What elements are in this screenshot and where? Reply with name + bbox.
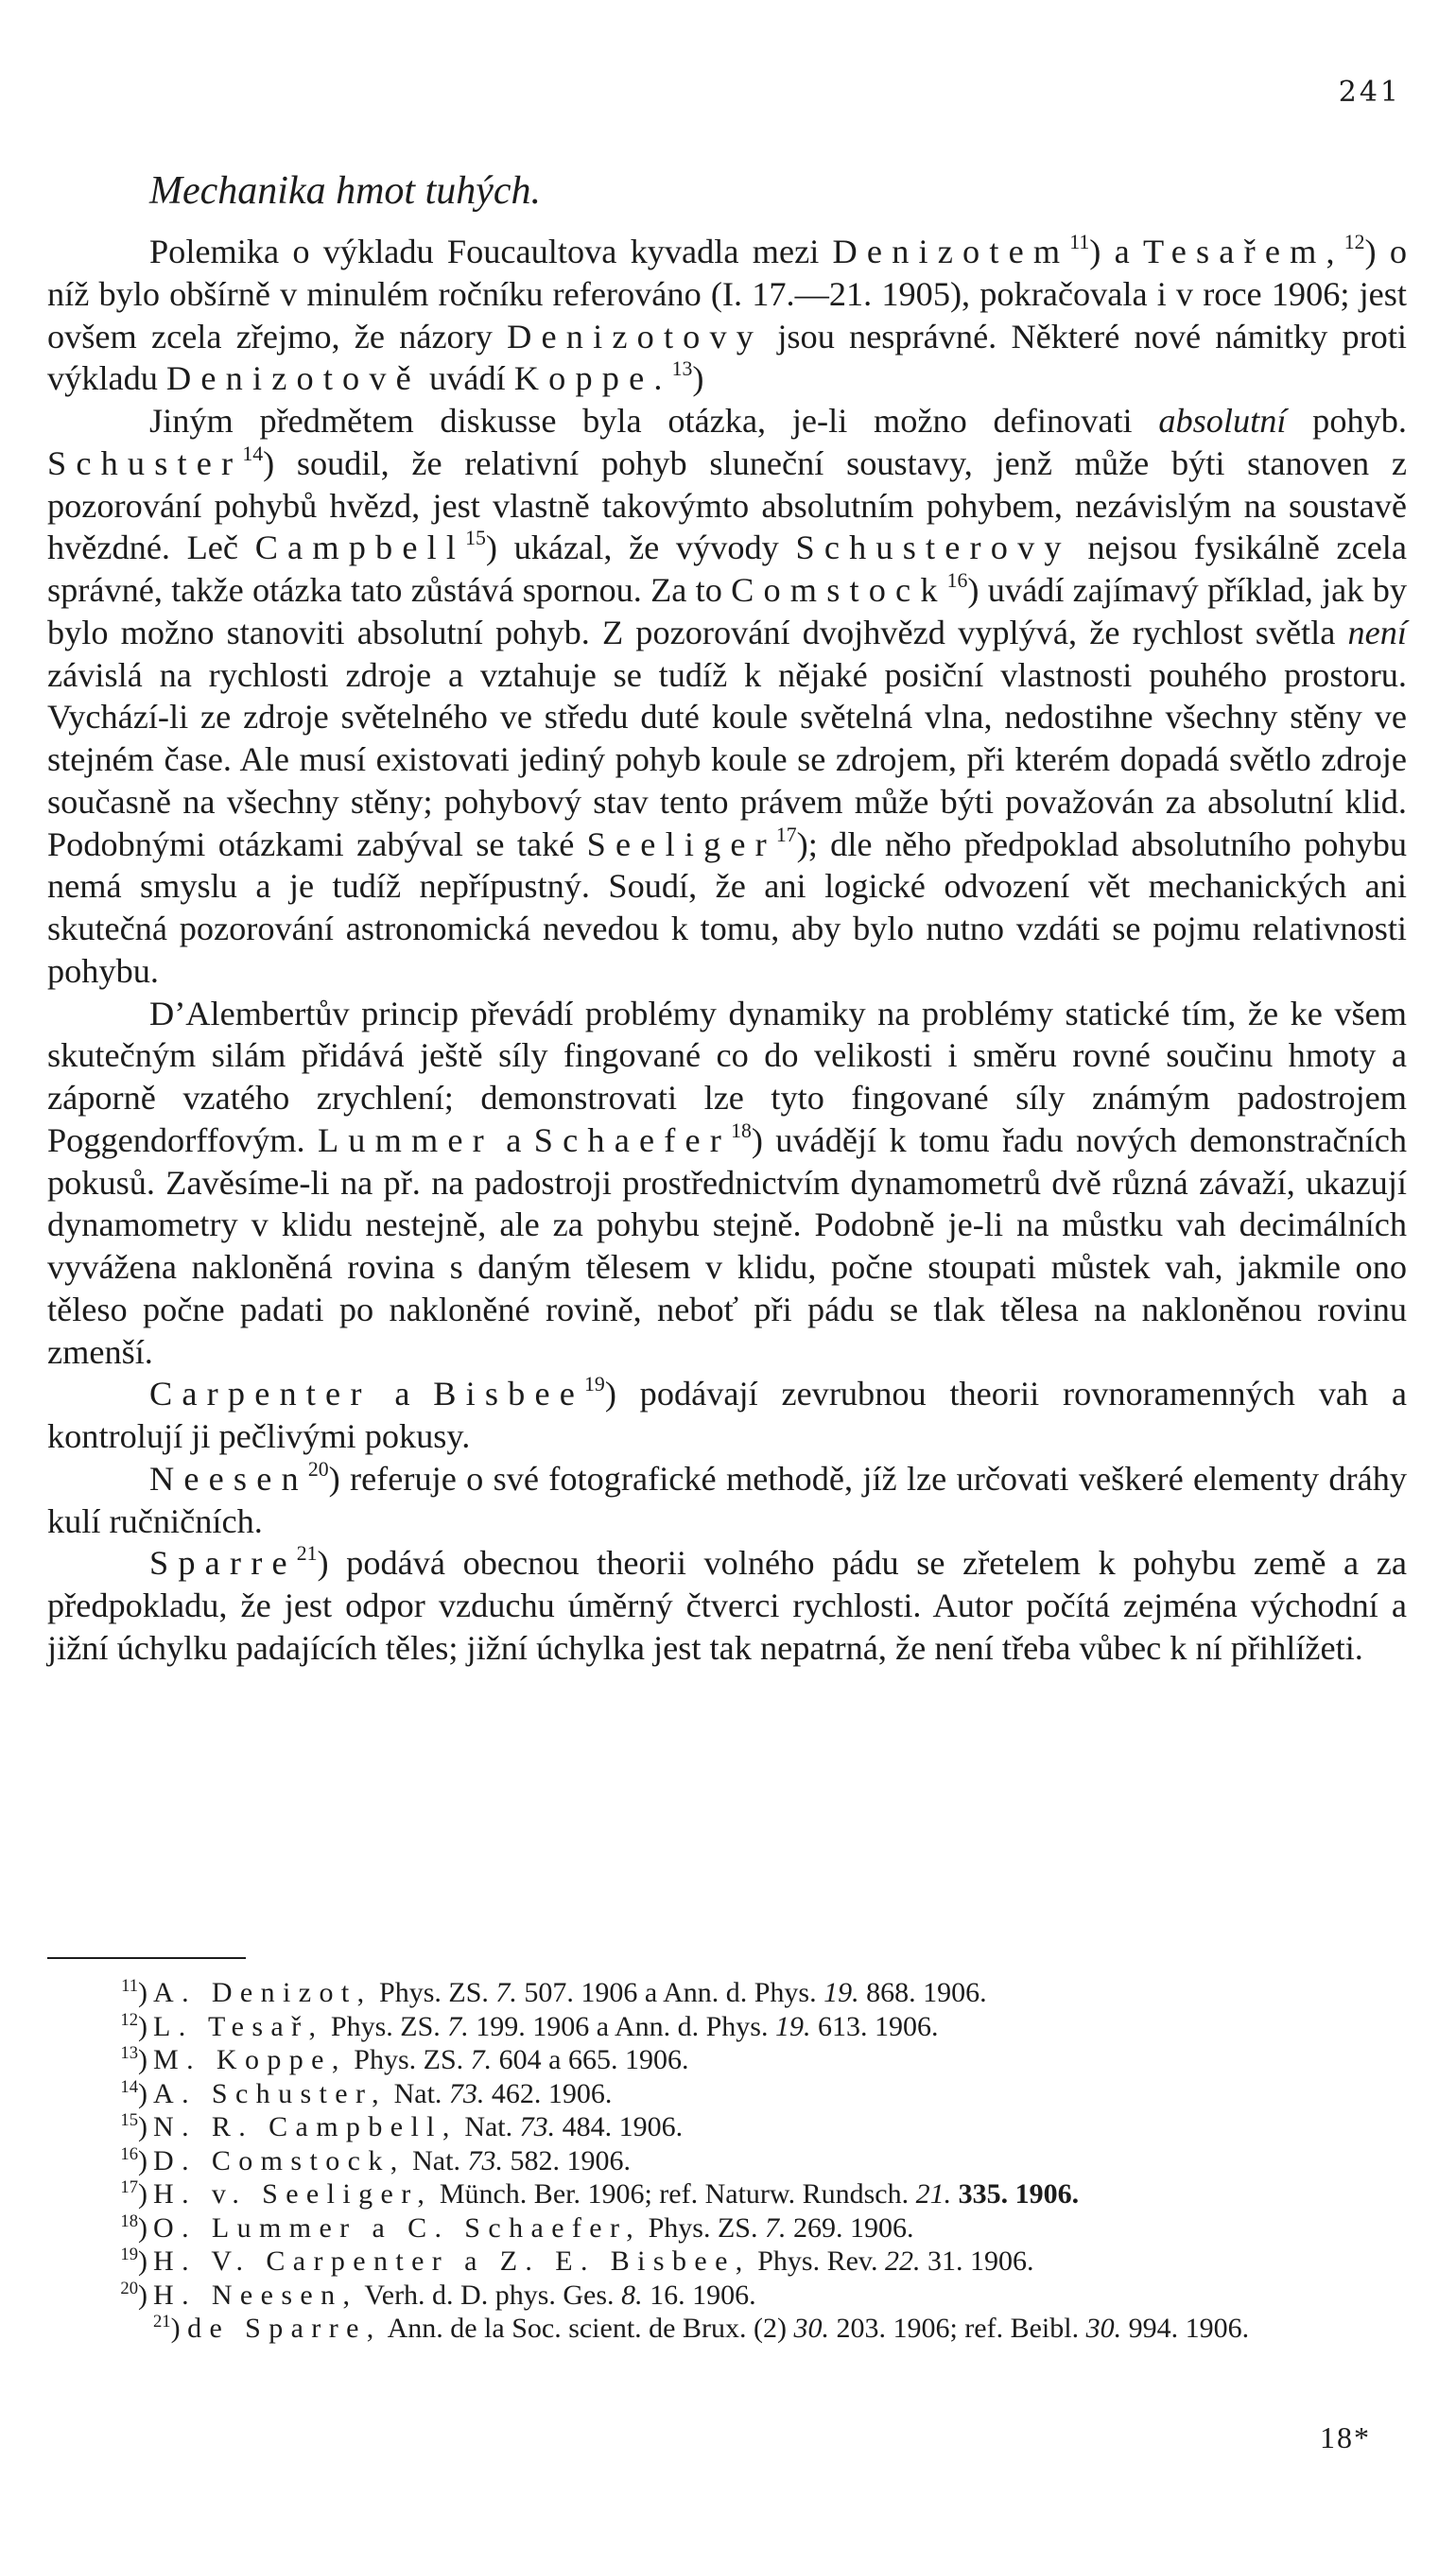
author-name: Denizotem [832,233,1070,270]
footnote-ref: 17 [775,823,797,846]
footnote-marker: $^{13}$) [120,2042,147,2075]
footnote: $^{18}$) O. Lummer a C. Schaefer, Phys. ZS. 7. 269. 1906. [120,2211,914,2244]
author-name: Carpenter [149,1375,372,1413]
footnote-marker: $^{16}$) [120,2143,147,2176]
footnote-ref: 18 [731,1118,752,1142]
footnotes-list [47,1976,1413,2346]
footnote: $^{20}$) H. Neesen, Verh. d. D. phys. Ges. 8. 16. 1906. [120,2278,756,2311]
footnote-ref: 21 [296,1542,318,1566]
footnote-separator [47,1957,246,1959]
author-name: Schusterovy [795,529,1071,567]
paragraph-foucault-pendulum: Polemika o výkladu Foucaultova kyvadla mezi Denizotem$^{11}$) a Tesařem,$^{12}$) o níž bylo obšírně v minulém ročníku referováno (I. 17.—21. 1905), pokračovala i v roce 1906; jest ovšem zcela zřejmo, že názory Denizotovy jsou nesprávné. Některé nové námitky proti výkladu Denizotově uvádí Koppe.$^{13}$) [47,230,1408,398]
author-name: Lummer [317,1120,494,1159]
footnote: $^{11}$) A. Denizot, Phys. ZS. 7. 507. 1906 a Ann. d. Phys. 19. 868. 1906. [121,1975,987,2008]
footnote-ref: 16 [946,568,968,592]
footnote: $^{21}$) de Sparre, Ann. de la Soc. scient. de Brux. (2) 30. 203. 1906; ref. Beibl. 30. 994. 1906. [153,2311,1250,2344]
footnote: $^{12}$) L. Tesař, Phys. ZS. 7. 199. 1906 a Ann. d. Phys. 19. 613. 1906. [120,2009,939,2042]
paragraph-balance-theory: Carpenter a Bisbee$^{19}$) podávají zevrubnou theorii rovnoramenných vah a kontrolují ji pečlivými pokusy. [47,1373,1407,1455]
author-name: Koppe. [513,359,672,398]
section-title: Mechanika hmot tuhých. [149,169,542,213]
footnote-ref: 15 [465,527,486,550]
footnote-marker: $^{15}$) [120,2109,147,2142]
footnote: $^{17}$) H. v. Seeliger, Münch. Ber. 1906; ref. Naturw. Rundsch. 21. 335. 1906. [120,2176,1080,2210]
paragraph-absolute-motion: Jiným předmětem diskusse byla otázka, je-li možno definovati absolutní pohyb. Schuster$^{14}$) soudil, že relativní pohyb sluneční soustavy, jenž může býti stanoven z pozorování pohybů hvězd, jest vlastně takovýmto absolutním pohybem, nezávislým na soustavě hvězdné. Leč Campbell$^{15}$) ukázal, že vývody Schusterovy nejsou fysikálně zcela správné, takže otázka tato zůstává spornou. Za to Comstock$^{16}$) uvádí zajímavý příklad, jak by bylo možno stanoviti absolutní pohyb. Z pozorování dvojhvězd vyplývá, že rychlost světla není závislá na rychlosti zdroje a vztahuje se tudíž k nějaké posiční vlastnosti pouhého prostoru. Vychází-li ze zdroje světelného ve středu duté koule světelná vlna, nedostihne všechny stěny ve stejném čase. Ale musí existovati jediný pohyb koule se zdrojem, při kterém dopadá světlo zdroje současně na všechny stěny; pohybový stav tento právem může býti považován za absolutní klid. Podobnými otázkami zabýval se také Seeliger$^{17}$); dle něho předpoklad absolutního pohybu nemá smyslu a je tudíž nepřípustný. Soudí, že ani logické odvození vět mechanických ani skutečná pozorování astronomická nevedou k tomu, aby bylo nutno vzdáti se pojmu relativnosti pohybu. [47,402,1408,990]
author-name: Comstock [731,571,947,609]
paragraph-free-fall: Sparre$^{21}$) podává obecnou theorii volného pádu se zřetelem k pohybu země a za předpokladu, že jest odpor vzduchu úměrný čtverci rychlosti. Autor počítá zejména východní a jižní úchylku padajících těles; jižní úchylka jest tak nepatrná, že není třeba vůbec k ní přihlížeti. [47,1542,1407,1667]
footnote: $^{14}$) A. Schuster, Nat. 73. 462. 1906. [120,2076,613,2109]
citation-author: O. Lummer a C. Schaefer, [153,2211,642,2244]
author-name: Seeliger [586,824,776,863]
footnote-marker: $^{14}$) [120,2076,147,2109]
author-name: Bisbee [433,1375,585,1413]
author-name: Sparre [149,1544,297,1583]
footnote-ref: 19 [584,1373,605,1396]
footnote-ref: 12 [1343,230,1365,253]
footnote: $^{15}$) N. R. Campbell, Nat. 73. 484. 1906. [120,2109,684,2142]
footnote: $^{13}$) M. Koppe, Phys. ZS. 7. 604 a 665. 1906. [120,2042,689,2075]
citation-author: N. R. Campbell, [153,2111,458,2142]
citation-author: L. Tesař, [153,2010,324,2042]
footnote: $^{19}$) H. V. Carpenter a Z. E. Bisbee, Phys. Rev. 22. 31. 1906. [120,2244,1034,2277]
paragraph-photographic-method: Neesen$^{20}$) referuje o své fotografické methodě, jíž lze určovati veškeré elementy dráhy kulí ručničních. [47,1457,1407,1540]
page-number: 241 [1338,76,1401,109]
footnote-ref: 13 [671,357,693,381]
citation-author: A. Denizot, [153,1977,373,2008]
author-name: Neesen [149,1459,308,1498]
paragraph-dalembert: D’Alembertův princip převádí problémy dynamiky na problémy statické tím, že ke všem skutečným silám přidává ještě síly fingované co do velikosti i směru rovné součinu hmoty a záporně vzatého zrychlení; demonstrovati lze tyto fingované síly známým padostrojem Poggendorffovým. Lummer a Schaefer$^{18}$) uvádějí k tomu řadu nových demonstračních pokusů. Zavěsíme-li na př. na padostroji prostřednictvím dynamometrů dvě různá závaží, ukazují dynamometry v klidu nestejně, ale za pohybu stejně. Podobně je-li na můstku vah decimálních vyvážena nakloněná rovina s daným tělesem v klidu, počne stoupati můstek vah, jakmile ono těleso počne padati po nakloněné rovině, neboť při pádu se tlak tělesa na nakloněnou rovinu zmenší. [47,994,1407,1371]
footnote-ref: 20 [307,1457,329,1481]
footnote-ref: 14 [242,442,264,465]
citation-author: H. V. Carpenter a Z. E. Bisbee, [153,2245,751,2277]
citation-author: D. Comstock, [153,2144,406,2176]
footnote-marker: $^{19}$) [120,2244,147,2277]
signature-mark: 18* [1320,2420,1371,2454]
citation-author: H. v. Seeliger, [153,2178,433,2210]
footnote-marker: $^{20}$) [120,2278,147,2311]
author-name: Campbell [254,529,466,567]
footnote-marker: $^{12}$) [120,2009,147,2042]
footnote-marker: $^{18}$) [120,2211,147,2244]
author-name: Denizotově [166,359,421,398]
author-name: Schuster [47,443,243,482]
author-name: Denizotovy [507,317,764,355]
author-name: Tesařem, [1142,233,1344,270]
article-body [47,231,1407,1670]
citation-author: H. Neesen, [153,2279,358,2311]
author-name: Schaefer [533,1120,732,1159]
footnote-marker: $^{21}$) [153,2311,188,2344]
footnote-marker: $^{11}$) [121,1975,147,2008]
footnote: $^{16}$) D. Comstock, Nat. 73. 582. 1906. [120,2143,631,2176]
footnote-ref: 11 [1069,230,1090,253]
citation-author: A. Schuster, [153,2077,388,2109]
footnote-marker: $^{17}$) [120,2176,147,2210]
citation-author: de Sparre, [187,2313,382,2344]
citation-author: M. Koppe, [153,2044,347,2075]
